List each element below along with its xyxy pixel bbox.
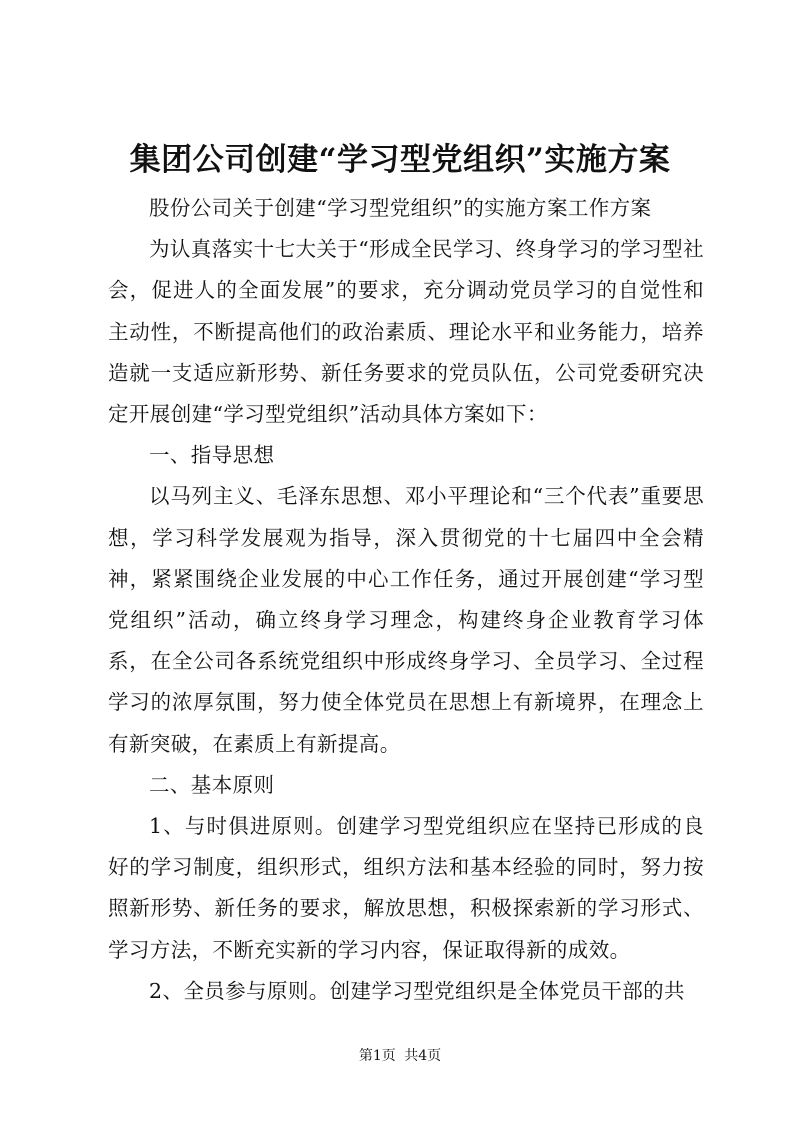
section-heading-basic-principles: 二、基本原则 [149,772,275,797]
section-heading-guiding-ideology: 一、指导思想 [149,443,275,468]
intro-paragraph: 为认真落实十七大关于“形成全民学习、终身学习的学习型社会，促进人的全面发展”的要求，充分调动党员学习的自觉性和主动性，不断提高他们的政治素质、理论水平和业务能力，培养造就一支适应新形势、新任务要求的党员队伍，公司党委研究决定开展创建“学习型党组织”活动具体方案如下： [108,237,704,427]
principle-2-paragraph: 2、全员参与原则。创建学习型党组织是全体党员干部的共 [149,978,685,1003]
page-total: 共4页 [404,1048,442,1064]
page-number: 第1页 [358,1048,396,1064]
page-footer [0,1046,800,1066]
document-title: 集团公司创建“学习型党组织”实施方案 [129,142,671,178]
guiding-ideology-paragraph: 以马列主义、毛泽东思想、邓小平理论和“三个代表”重要思想，学习科学发展观为指导，深入贯彻党的十七届四中全会精神，紧紧围绕企业发展的中心工作任务，通过开展创建“学习型党组织”活动，确立终身学习理念，构建终身企业教育学习体系，在全公司各系统党组织中形成终身学习、全员学习、全过程学习的浓厚氛围，努力使全体党员在思想上有新境界，在理念上有新突破，在素质上有新提高。 [108,484,704,756]
document-body [108,188,704,1012]
subtitle-paragraph: 股份公司关于创建“学习型党组织”的实施方案工作方案 [149,196,652,220]
principle-1-paragraph: 1、与时俱进原则。创建学习型党组织应在坚持已形成的良好的学习制度，组织形式，组织方法和基本经验的同时，努力按照新形势、新任务的要求，解放思想，积极探索新的学习形式、学习方法，不断充实新的学习内容，保证取得新的成效。 [108,814,704,962]
